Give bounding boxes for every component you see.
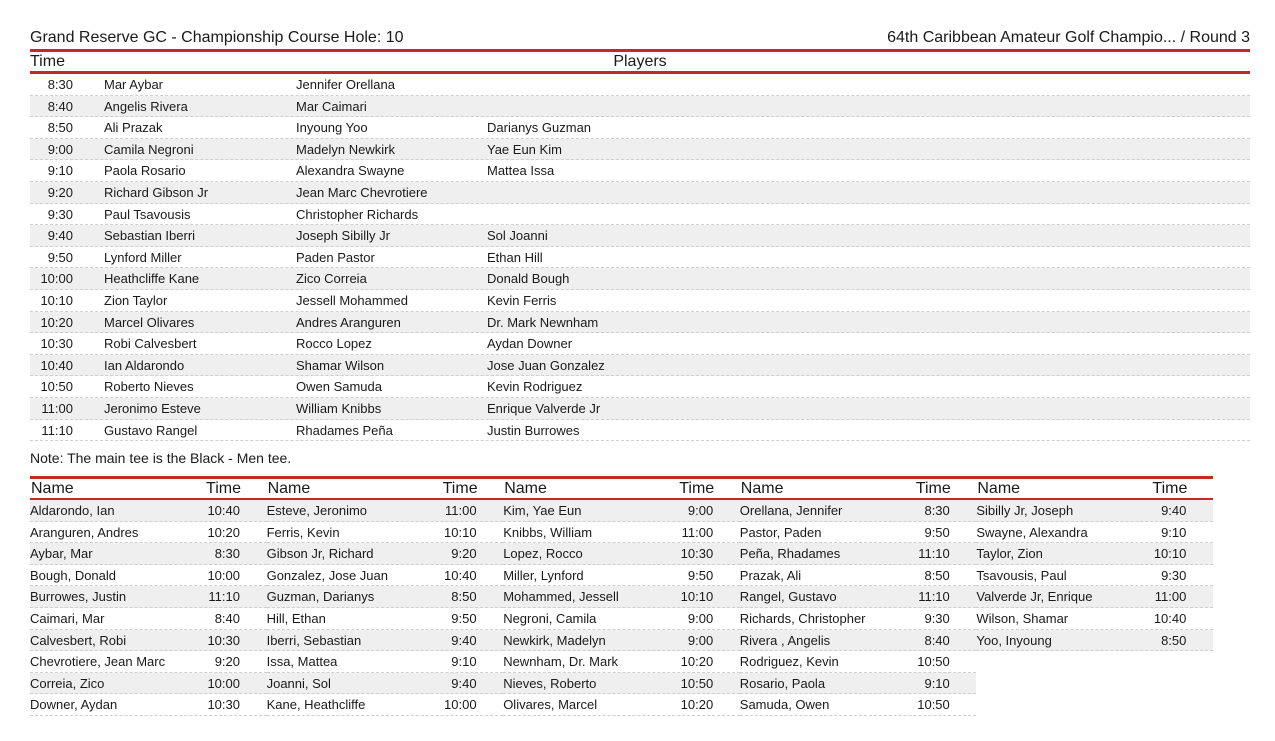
index-tee-time: 11:10 [918,546,950,562]
index-player-name: Lopez, Rocco [503,546,583,562]
index-tee-time: 8:40 [214,611,240,627]
index-player-name: Esteve, Jeronimo [266,503,368,519]
index-row [30,630,267,652]
index-row [976,500,1213,522]
index-row [30,522,267,544]
time-header: Time [442,480,478,498]
index-row [267,586,504,608]
index-tee-time: 9:10 [451,654,477,670]
players-column-header: Players [613,53,667,70]
tee-table-header [30,52,1250,74]
player-name: Mattea Issa [487,163,555,179]
index-row [267,500,504,522]
index-row [267,522,504,544]
index-tee-time: 8:30 [214,546,240,562]
tee-time-row [30,247,1250,269]
tee-time: 9:10 [47,163,73,179]
index-player-name: Calvesbert, Robi [30,632,127,648]
player-name: William Knibbs [296,400,382,416]
index-row [267,543,504,565]
index-row [976,630,1213,652]
index-tee-time: 11:10 [208,589,240,605]
index-tee-time: 8:50 [924,567,950,583]
index-player-name: Aldarondo, Ian [30,503,115,519]
index-row [503,673,740,695]
index-row [30,608,267,630]
tee-time: 9:00 [47,141,73,157]
tee-time: 10:30 [40,336,73,352]
index-tee-time: 9:00 [687,611,714,627]
index-tee-time: 10:30 [680,546,714,562]
report-header [30,28,1250,52]
index-player-name: Rodriguez, Kevin [739,654,839,670]
index-tee-time: 11:00 [445,503,477,519]
index-tee-time: 10:10 [680,589,714,605]
index-row [740,651,977,673]
index-player-name: Joanni, Sol [266,675,331,691]
index-row [503,651,740,673]
index-tee-time: 11:10 [918,589,950,605]
tee-time-row [30,225,1250,247]
index-row [30,586,267,608]
index-tee-time: 10:00 [207,567,240,583]
index-row [267,673,504,695]
index-row [976,522,1213,544]
player-name: Angelis Rivera [104,98,188,114]
player-name: Jose Juan Gonzalez [487,357,605,373]
index-row [503,586,740,608]
player-name: Madelyn Newkirk [296,141,395,157]
player-name: Donald Bough [487,271,570,287]
player-name [487,204,687,225]
index-tee-time: 9:40 [1161,503,1187,519]
index-player-name: Newkirk, Madelyn [503,632,606,648]
index-row [976,608,1213,630]
tee-time-row [30,290,1250,312]
tee-time-row [30,333,1250,355]
index-player-name: Yoo, Inyoung [976,632,1052,648]
player-name: Paola Rosario [104,163,186,179]
player-name: Andres Aranguren [296,314,401,330]
index-row [740,608,977,630]
player-name: Robi Calvesbert [104,336,197,352]
player-name [487,96,687,117]
index-tee-time: 8:50 [451,589,477,605]
tee-time: 8:30 [47,77,73,92]
tee-time-row [30,355,1250,377]
tee-time-row [30,376,1250,398]
index-tee-time: 9:00 [687,632,714,648]
time-header: Time [1152,480,1188,498]
index-row [740,586,977,608]
index-tee-time: 10:00 [207,675,240,691]
tee-time: 10:10 [40,292,73,308]
tee-time: 8:50 [47,120,73,136]
tee-time-row [30,117,1250,139]
tee-time: 10:20 [40,314,73,330]
tee-time-row [30,420,1250,442]
tee-time: 9:20 [47,184,73,200]
index-player-name: Kim, Yae Eun [503,503,582,519]
time-header: Time [206,480,241,498]
player-name: Dr. Mark Newnham [487,314,599,330]
index-row [740,500,977,522]
index-row [740,673,977,695]
index-tee-time: 10:30 [207,697,240,713]
index-row [267,694,504,716]
tee-time-row [30,312,1250,334]
index-player-name: Richards, Christopher [739,611,866,627]
index-row [503,500,740,522]
player-name: Camila Negroni [104,141,194,157]
index-player-name: Aybar, Mar [30,546,93,562]
index-tee-time: 8:40 [924,632,950,648]
index-player-name: Olivares, Marcel [503,697,598,713]
index-column [740,479,977,716]
index-tee-time: 10:00 [444,697,477,713]
index-row [503,522,740,544]
index-tee-time: 9:10 [1161,524,1187,540]
index-player-name: Downer, Aydan [30,697,118,713]
player-name: Sebastian Iberri [104,228,196,244]
index-row [30,651,267,673]
index-player-name: Bough, Donald [30,567,117,583]
name-header: Name [977,480,1021,498]
index-tee-time: 10:30 [207,632,240,648]
index-player-name: Knibbs, William [503,524,593,540]
index-player-name: Iberri, Sebastian [266,632,362,648]
tee-note: Note: The main tee is the Black - Men tee. [30,450,292,467]
tee-time-row [30,96,1250,118]
player-name: Rocco Lopez [296,336,372,352]
index-player-name: Rosario, Paola [739,675,826,691]
index-tee-time: 10:20 [680,697,714,713]
player-name: Justin Burrowes [487,422,580,438]
player-name: Gustavo Rangel [104,422,198,438]
index-tee-time: 10:20 [680,654,714,670]
index-row [976,565,1213,587]
index-tee-time: 9:40 [451,675,477,691]
player-name: Rhadames Peña [296,422,393,438]
index-column-header [740,479,977,500]
index-row [503,543,740,565]
index-tee-time: 9:30 [1161,567,1187,583]
index-row [30,673,267,695]
player-name: Ian Aldarondo [104,357,185,373]
index-column-header [267,479,504,500]
player-name: Roberto Nieves [104,379,194,395]
index-player-name: Issa, Mattea [266,654,338,670]
tee-time: 10:40 [40,357,73,373]
index-player-name: Gibson Jr, Richard [266,546,374,562]
index-row [267,608,504,630]
index-player-name: Ferris, Kevin [266,524,340,540]
player-name: Ali Prazak [104,120,163,136]
player-name: Inyoung Yoo [296,120,368,136]
index-tee-time: 10:50 [917,654,950,670]
index-tee-time: 11:00 [681,524,714,540]
index-player-name: Pastor, Paden [739,524,822,540]
tee-time: 9:40 [47,228,73,244]
index-row [267,651,504,673]
index-player-name: Prazak, Ali [739,567,802,583]
player-name: Christopher Richards [296,206,419,222]
index-column [503,479,740,716]
player-name: Enrique Valverde Jr [487,400,601,416]
index-tee-time: 9:00 [687,503,714,519]
index-player-name: Aranguren, Andres [30,524,139,540]
index-tee-time: 9:50 [687,567,714,583]
index-player-name: Nieves, Roberto [503,675,597,691]
index-player-name: Caimari, Mar [30,611,105,627]
index-row [503,630,740,652]
index-column-header [503,479,740,500]
player-name: Owen Samuda [296,379,382,395]
player-name: Paul Tsavousis [104,206,191,222]
index-tee-time: 11:00 [1154,589,1187,605]
tee-time: 11:10 [41,422,73,438]
index-player-name: Mohammed, Jessell [503,589,619,605]
tee-table-body [30,74,1250,441]
index-player-name: Burrowes, Justin [30,589,127,605]
index-row [976,543,1213,565]
index-row [267,630,504,652]
player-name: Darianys Guzman [487,120,592,136]
name-header: Name [740,480,784,498]
index-tee-time: 10:10 [444,524,477,540]
tee-time: 11:00 [41,400,73,416]
index-player-name: Negroni, Camila [503,611,597,627]
player-name: Kevin Rodriguez [487,379,583,395]
player-name: Jean Marc Chevrotiere [296,184,428,200]
player-index [30,476,1213,716]
tee-time-row [30,182,1250,204]
index-row [30,565,267,587]
player-name: Marcel Olivares [104,314,195,330]
player-name: Jeronimo Esteve [104,400,201,416]
player-name: Zion Taylor [104,292,168,308]
player-name: Shamar Wilson [296,357,385,373]
tee-sheet-page [30,28,1250,716]
index-tee-time: 8:50 [1161,632,1187,648]
index-column [267,479,504,716]
index-player-name: Swayne, Alexandra [976,524,1088,540]
index-player-name: Valverde Jr, Enrique [976,589,1093,605]
player-name [487,182,687,203]
index-row [30,500,267,522]
tee-time: 8:40 [47,98,73,114]
time-column-header: Time [30,53,65,70]
index-row [30,694,267,716]
tee-time-row [30,268,1250,290]
index-player-name: Rivera , Angelis [739,632,831,648]
name-header: Name [31,480,74,498]
index-player-name: Rangel, Gustavo [739,589,837,605]
index-tee-time: 9:20 [214,654,240,670]
index-tee-time: 8:30 [924,503,950,519]
player-name: Jennifer Orellana [296,77,395,92]
player-name [487,74,687,95]
index-player-name: Orellana, Jennifer [739,503,843,519]
player-name: Lynford Miller [104,249,182,265]
event-round-title: 64th Caribbean Amateur Golf Champio... / Round 3 [887,29,1250,46]
tee-time-row [30,139,1250,161]
player-name: Mar Caimari [296,98,367,114]
index-column-header [30,479,267,500]
player-name: Paden Pastor [296,249,375,265]
player-name: Kevin Ferris [487,292,557,308]
index-tee-time: 9:40 [451,632,477,648]
index-player-name: Correia, Zico [30,675,105,691]
name-header: Name [267,480,311,498]
player-name: Ethan Hill [487,249,543,265]
index-player-name: Miller, Lynford [503,567,584,583]
index-tee-time: 9:20 [451,546,477,562]
index-player-name: Newnham, Dr. Mark [503,654,619,670]
player-name: Mar Aybar [104,77,164,92]
course-hole-title: Grand Reserve GC - Championship Course Hole: 10 [30,29,404,46]
player-name: Jessell Mohammed [296,292,408,308]
index-tee-time: 10:50 [917,697,950,713]
index-tee-time: 10:50 [680,675,714,691]
index-row [740,543,977,565]
tee-time-row [30,160,1250,182]
index-column [30,479,267,716]
index-player-name: Gonzalez, Jose Juan [266,567,388,583]
index-row [30,543,267,565]
index-tee-time: 10:40 [1153,611,1187,627]
index-row [503,694,740,716]
name-header: Name [504,480,547,498]
player-name: Richard Gibson Jr [104,184,209,200]
index-player-name: Kane, Heathcliffe [266,697,366,713]
index-player-name: Hill, Ethan [266,611,326,627]
index-player-name: Chevrotiere, Jean Marc [30,654,166,670]
index-row [740,522,977,544]
index-tee-time: 10:40 [444,567,477,583]
index-row [503,608,740,630]
index-player-name: Wilson, Shamar [976,611,1069,627]
index-row [976,586,1213,608]
player-name: Sol Joanni [487,228,548,244]
index-row [503,565,740,587]
player-name: Joseph Sibilly Jr [296,228,390,244]
index-player-name: Guzman, Darianys [266,589,375,605]
index-tee-time: 10:40 [207,503,240,519]
index-tee-time: 9:30 [924,611,950,627]
index-player-name: Sibilly Jr, Joseph [976,503,1074,519]
index-row [740,694,977,716]
tee-time-row [30,204,1250,226]
index-column-header [976,479,1213,500]
index-player-name: Tsavousis, Paul [976,567,1067,583]
index-row [740,630,977,652]
index-row [740,565,977,587]
tee-time: 10:50 [40,379,73,395]
tee-time: 9:50 [47,249,73,265]
player-name: Yae Eun Kim [487,141,562,157]
tee-time: 10:00 [40,271,73,287]
index-tee-time: 10:20 [207,524,240,540]
index-row [267,565,504,587]
index-player-name: Peña, Rhadames [739,546,841,562]
index-player-name: Taylor, Zion [976,546,1043,562]
time-header: Time [915,480,951,498]
player-name: Alexandra Swayne [296,163,405,179]
index-tee-time: 9:50 [451,611,477,627]
index-tee-time: 10:10 [1153,546,1187,562]
tee-time-row [30,398,1250,420]
player-name: Aydan Downer [487,336,573,352]
player-name: Zico Correia [296,271,367,287]
index-column [976,479,1213,716]
index-player-name: Samuda, Owen [739,697,830,713]
player-name: Heathcliffe Kane [104,271,200,287]
tee-time: 9:30 [47,206,73,222]
index-tee-time: 9:10 [924,675,950,691]
time-header: Time [679,480,715,498]
tee-time-row [30,74,1250,96]
index-tee-time: 9:50 [924,524,950,540]
